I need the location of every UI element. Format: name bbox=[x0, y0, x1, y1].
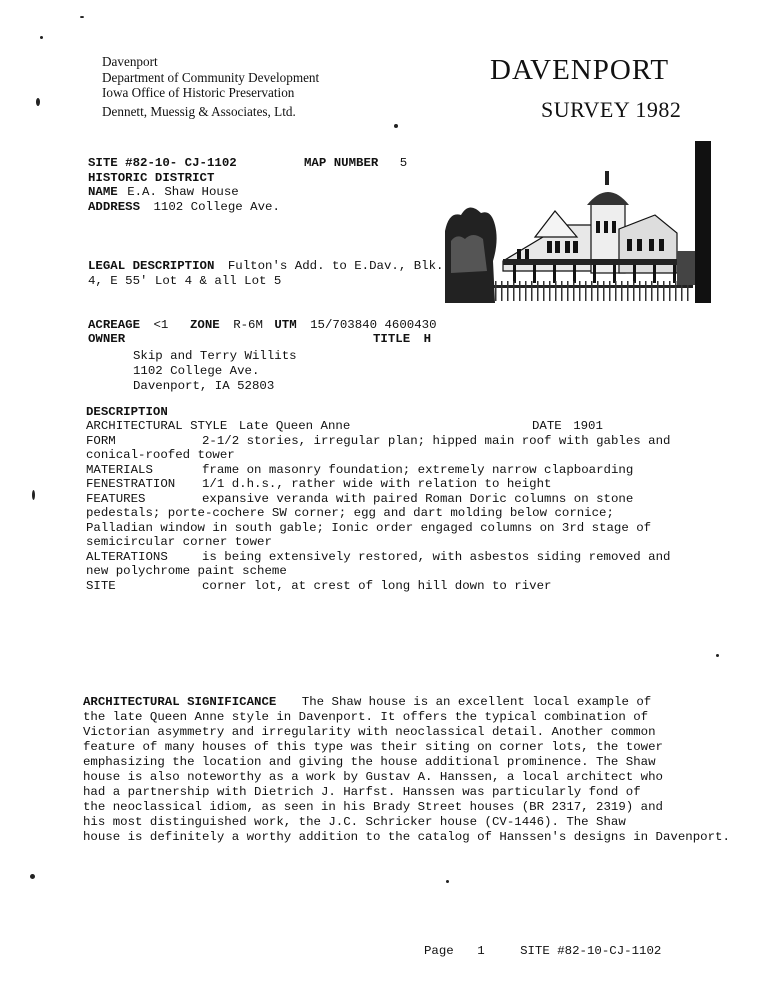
scan-speck bbox=[32, 490, 35, 500]
legal-value-line2: 4, E 55' Lot 4 & all Lot 5 bbox=[88, 274, 282, 288]
scan-speck bbox=[446, 880, 449, 883]
name-label: NAME bbox=[88, 185, 118, 199]
org-line-office: Iowa Office of Historic Preservation bbox=[102, 85, 295, 100]
page-label: Page bbox=[424, 944, 454, 958]
owner-line-2: 1102 College Ave. bbox=[133, 364, 260, 378]
fenestration-label: FENESTRATION bbox=[86, 477, 176, 491]
site-number-row bbox=[88, 156, 237, 171]
significance-line-3: feature of many houses of this type was their siting on corner lots, the tower bbox=[83, 740, 663, 754]
fenestration-value: 1/1 d.h.s., rather wide with relation to height bbox=[202, 477, 552, 491]
address-value: 1102 College Ave. bbox=[153, 200, 280, 214]
title-row bbox=[373, 332, 431, 347]
map-number-value: 5 bbox=[399, 156, 408, 170]
features-continued-1: pedestals; porte-cochere SW corner; egg and dart molding below cornice; bbox=[86, 506, 614, 520]
style-label: ARCHITECTURAL STYLE bbox=[86, 419, 228, 433]
description-heading: DESCRIPTION bbox=[86, 405, 168, 419]
features-continued-2: Palladian window in south gable; Ionic order engaged columns on 3rd stage of bbox=[86, 521, 652, 535]
significance-line-1: the late Queen Anne style in Davenport. It offers the typical combination of bbox=[83, 710, 649, 724]
significance-line-9: house is definitely a worthy addition to the catalog of Hanssen's designs in Davenport. bbox=[83, 830, 730, 844]
address-label: ADDRESS bbox=[88, 200, 141, 214]
significance-line-8: his most distinguished work, the J.C. Schricker house (CV-1446). The Shaw bbox=[83, 815, 626, 829]
features-label: FEATURES bbox=[86, 492, 146, 506]
significance-line-7: the neoclassical idiom, as seen in his Brady Street houses (BR 2317, 2319) and bbox=[83, 800, 663, 814]
site-description-label: SITE bbox=[86, 579, 116, 593]
house-photo bbox=[443, 141, 711, 303]
page-footer bbox=[424, 944, 661, 959]
materials-label: MATERIALS bbox=[86, 463, 153, 477]
owner-line-3: Davenport, IA 52803 bbox=[133, 379, 275, 393]
form-value: 2-1/2 stories, irregular plan; hipped main roof with gables and bbox=[202, 434, 671, 448]
alterations-label: ALTERATIONS bbox=[86, 550, 168, 564]
acreage-label: ACREAGE bbox=[88, 318, 141, 332]
utm-label: UTM bbox=[274, 318, 297, 332]
title-value: H bbox=[423, 332, 432, 346]
utm-value: 15/703840 4600430 bbox=[310, 318, 437, 332]
owner-label: OWNER bbox=[88, 332, 126, 346]
map-number-label: MAP NUMBER bbox=[304, 156, 379, 170]
scan-speck bbox=[30, 874, 35, 879]
document-title: DAVENPORT bbox=[490, 54, 670, 86]
significance-line-5: house is also noteworthy as a work by Gustav A. Hanssen, a local architect who bbox=[83, 770, 663, 784]
owner-line-1: Skip and Terry Willits bbox=[133, 349, 297, 363]
scan-speck bbox=[394, 124, 398, 128]
zone-value: R-6M bbox=[233, 318, 263, 332]
form-label: FORM bbox=[86, 434, 116, 448]
date-row bbox=[532, 419, 603, 434]
date-label: DATE bbox=[532, 419, 562, 433]
style-value: Late Queen Anne bbox=[238, 419, 351, 433]
form-continued: conical-roofed tower bbox=[86, 448, 235, 462]
house-photo-illustration bbox=[443, 141, 711, 303]
legal-row-1 bbox=[88, 259, 443, 274]
name-row bbox=[88, 185, 239, 200]
footer-site-ref: SITE #82-10-CJ-1102 bbox=[520, 944, 662, 958]
significance-label: ARCHITECTURAL SIGNIFICANCE bbox=[83, 695, 277, 709]
zone-row bbox=[190, 318, 437, 333]
survey-title: SURVEY 1982 bbox=[541, 97, 682, 122]
org-block bbox=[102, 54, 319, 101]
date-value: 1901 bbox=[573, 419, 603, 433]
scan-speck bbox=[716, 654, 719, 657]
map-number-row bbox=[304, 156, 407, 171]
acreage-row bbox=[88, 318, 168, 333]
site-number: SITE #82-10- CJ-1102 bbox=[88, 156, 237, 170]
legal-value-line1: Fulton's Add. to E.Dav., Blk. bbox=[227, 259, 444, 273]
scan-speck bbox=[36, 98, 40, 106]
title-label: TITLE bbox=[373, 332, 411, 346]
significance-text-start: The Shaw house is an excellent local example of bbox=[301, 695, 652, 709]
features-continued-3: semicircular corner tower bbox=[86, 535, 272, 549]
name-value: E.A. Shaw House bbox=[127, 185, 239, 199]
scan-speck bbox=[80, 16, 84, 18]
consultant-name: Dennett, Muessig & Associates, Ltd. bbox=[102, 104, 296, 119]
address-row bbox=[88, 200, 280, 215]
significance-line-2: Victorian asymmetry and irregularity with neoclassical detail. Another common bbox=[83, 725, 656, 739]
org-line-city: Davenport bbox=[102, 54, 158, 69]
alterations-value: is being extensively restored, with asbestos siding removed and bbox=[202, 550, 671, 564]
alterations-continued: new polychrome paint scheme bbox=[86, 564, 287, 578]
significance-line-6: had a partnership with Dietrich J. Harfst. Hanssen was particularly fond of bbox=[83, 785, 641, 799]
significance-first-line bbox=[83, 695, 651, 710]
historic-district-label: HISTORIC DISTRICT bbox=[88, 171, 215, 185]
materials-value: frame on masonry foundation; extremely narrow clapboarding bbox=[202, 463, 634, 477]
site-description-value: corner lot, at crest of long hill down to river bbox=[202, 579, 552, 593]
features-value: expansive veranda with paired Roman Doric columns on stone bbox=[202, 492, 634, 506]
legal-label: LEGAL DESCRIPTION bbox=[88, 259, 215, 273]
style-row bbox=[86, 419, 350, 434]
org-line-department: Department of Community Development bbox=[102, 69, 320, 85]
zone-label: ZONE bbox=[190, 318, 220, 332]
significance-line-4: emphasizing the location and giving the house additional prominence. The Shaw bbox=[83, 755, 656, 769]
scan-speck bbox=[40, 36, 43, 39]
page-number: 1 bbox=[477, 944, 485, 958]
acreage-value: <1 bbox=[153, 318, 169, 332]
